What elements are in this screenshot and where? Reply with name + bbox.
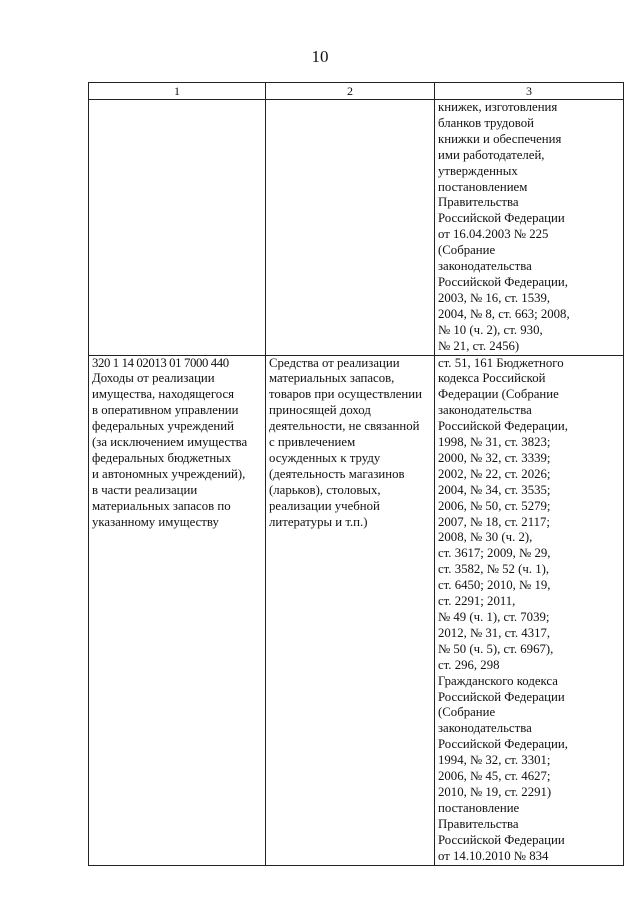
text-line: Федерации (Собрание [438, 387, 559, 402]
text-line: ст. 3582, № 52 (ч. 1), [438, 562, 550, 577]
text-line: (ларьков), столовых, [269, 482, 381, 497]
text-line: ст. 6450; 2010, № 19, [438, 578, 551, 593]
text-line: (деятельность магазинов [269, 466, 405, 481]
text-line: с привлечением [269, 435, 356, 450]
row1-col2-cell [266, 100, 435, 356]
text-line: Российской Федерации, [438, 274, 568, 289]
text-line: 2012, № 31, ст. 4317, [438, 625, 551, 640]
text-line: № 50 (ч. 5), ст. 6967), [438, 641, 554, 656]
text-line: 2004, № 8, ст. 663; 2008, [438, 306, 570, 321]
document-table [88, 82, 624, 866]
text-line: Доходы от реализации [92, 371, 215, 386]
text-line: 1994, № 32, ст. 3301; [438, 753, 551, 768]
text-line: постановление [438, 800, 520, 815]
text-line: имущества, находящегося [92, 387, 235, 402]
text-line: в части реализации [92, 482, 198, 497]
text-line: 2000, № 32, ст. 3339; [438, 450, 551, 465]
text-line: Правительства [438, 816, 519, 831]
row1-col3-cell [435, 100, 624, 356]
text-line: от 16.04.2003 № 225 [438, 227, 549, 242]
text-line: книжек, изготовления [438, 100, 558, 114]
table-row-budget-code [89, 355, 624, 865]
text-line: постановлением [438, 179, 528, 194]
table-header-row [89, 83, 624, 100]
column-header-2: 2 [266, 83, 435, 100]
text-line: в оперативном управлении [92, 403, 239, 418]
text-line: 2004, № 34, ст. 3535; [438, 482, 551, 497]
text-line: материальных запасов, [269, 371, 395, 386]
text-line: № 10 (ч. 2), ст. 930, [438, 322, 543, 337]
text-line: федеральных бюджетных [92, 450, 232, 465]
text-line: ст. 3617; 2009, № 29, [438, 546, 551, 561]
text-line: 2002, № 22, ст. 2026; [438, 466, 551, 481]
column-header-1: 1 [89, 83, 266, 100]
text-line: законодательства [438, 259, 532, 274]
row2-col2-cell [266, 355, 435, 865]
text-line: кодекса Российской [438, 371, 546, 386]
text-line: законодательства [438, 721, 532, 736]
text-line: материальных запасов по [92, 498, 231, 513]
text-line: (Собрание [438, 705, 496, 720]
text-line: ст. 51, 161 Бюджетного [438, 355, 564, 370]
text-line: Средства от реализации [269, 355, 400, 370]
text-line: федеральных учреждений [92, 419, 234, 434]
row1-col1-cell [89, 100, 266, 356]
text-line: Гражданского кодекса [438, 673, 558, 688]
text-line: Российской Федерации [438, 832, 565, 847]
text-line: ими работодателей, [438, 147, 545, 162]
text-line: товаров при осуществлении [269, 387, 422, 402]
text-line: ст. 2291; 2011, [438, 594, 516, 609]
row2-col3-cell [435, 355, 624, 865]
column-header-3: 3 [435, 83, 624, 100]
text-line: 320 1 14 02013 01 7000 440 [92, 355, 229, 370]
text-line: ст. 296, 298 [438, 657, 500, 672]
text-line: литературы и т.п.) [269, 514, 368, 529]
text-line: № 21, ст. 2456) [438, 338, 520, 353]
table-row-continuation [89, 100, 624, 356]
text-line: книжки и обеспечения [438, 131, 562, 146]
text-line: 2007, № 18, ст. 2117; [438, 514, 550, 529]
text-line: осужденных к труду [269, 450, 381, 465]
text-line: реализации учебной [269, 498, 380, 513]
text-line: от 14.10.2010 № 834 [438, 848, 549, 863]
text-line: 2010, № 19, ст. 2291) [438, 784, 552, 799]
text-line: и автономных учреждений), [92, 466, 246, 481]
text-line: № 49 (ч. 1), ст. 7039; [438, 610, 550, 624]
text-line: 2008, № 30 (ч. 2), [438, 530, 533, 545]
text-line: 2006, № 45, ст. 4627; [438, 769, 551, 784]
text-line: указанному имуществу [92, 514, 219, 529]
text-line: бланков трудовой [438, 115, 534, 130]
text-line: утвержденных [438, 163, 518, 178]
text-line: деятельности, не связанной [269, 419, 420, 434]
text-line: Российской Федерации, [438, 419, 568, 434]
text-line: Российской Федерации [438, 689, 565, 704]
row2-col1-cell [89, 355, 266, 865]
page-number: 10 [311, 47, 329, 66]
text-line: приносящей доход [269, 403, 371, 418]
text-line: законодательства [438, 403, 532, 418]
text-line: Российской Федерации, [438, 737, 568, 752]
text-line: Правительства [438, 195, 519, 210]
text-line: 2003, № 16, ст. 1539, [438, 290, 551, 305]
text-line: (Собрание [438, 243, 496, 258]
text-line: (за исключением имущества [92, 435, 248, 450]
text-line: 2006, № 50, ст. 5279; [438, 498, 551, 513]
text-line: 1998, № 31, ст. 3823; [438, 435, 551, 450]
text-line: Российской Федерации [438, 211, 565, 226]
